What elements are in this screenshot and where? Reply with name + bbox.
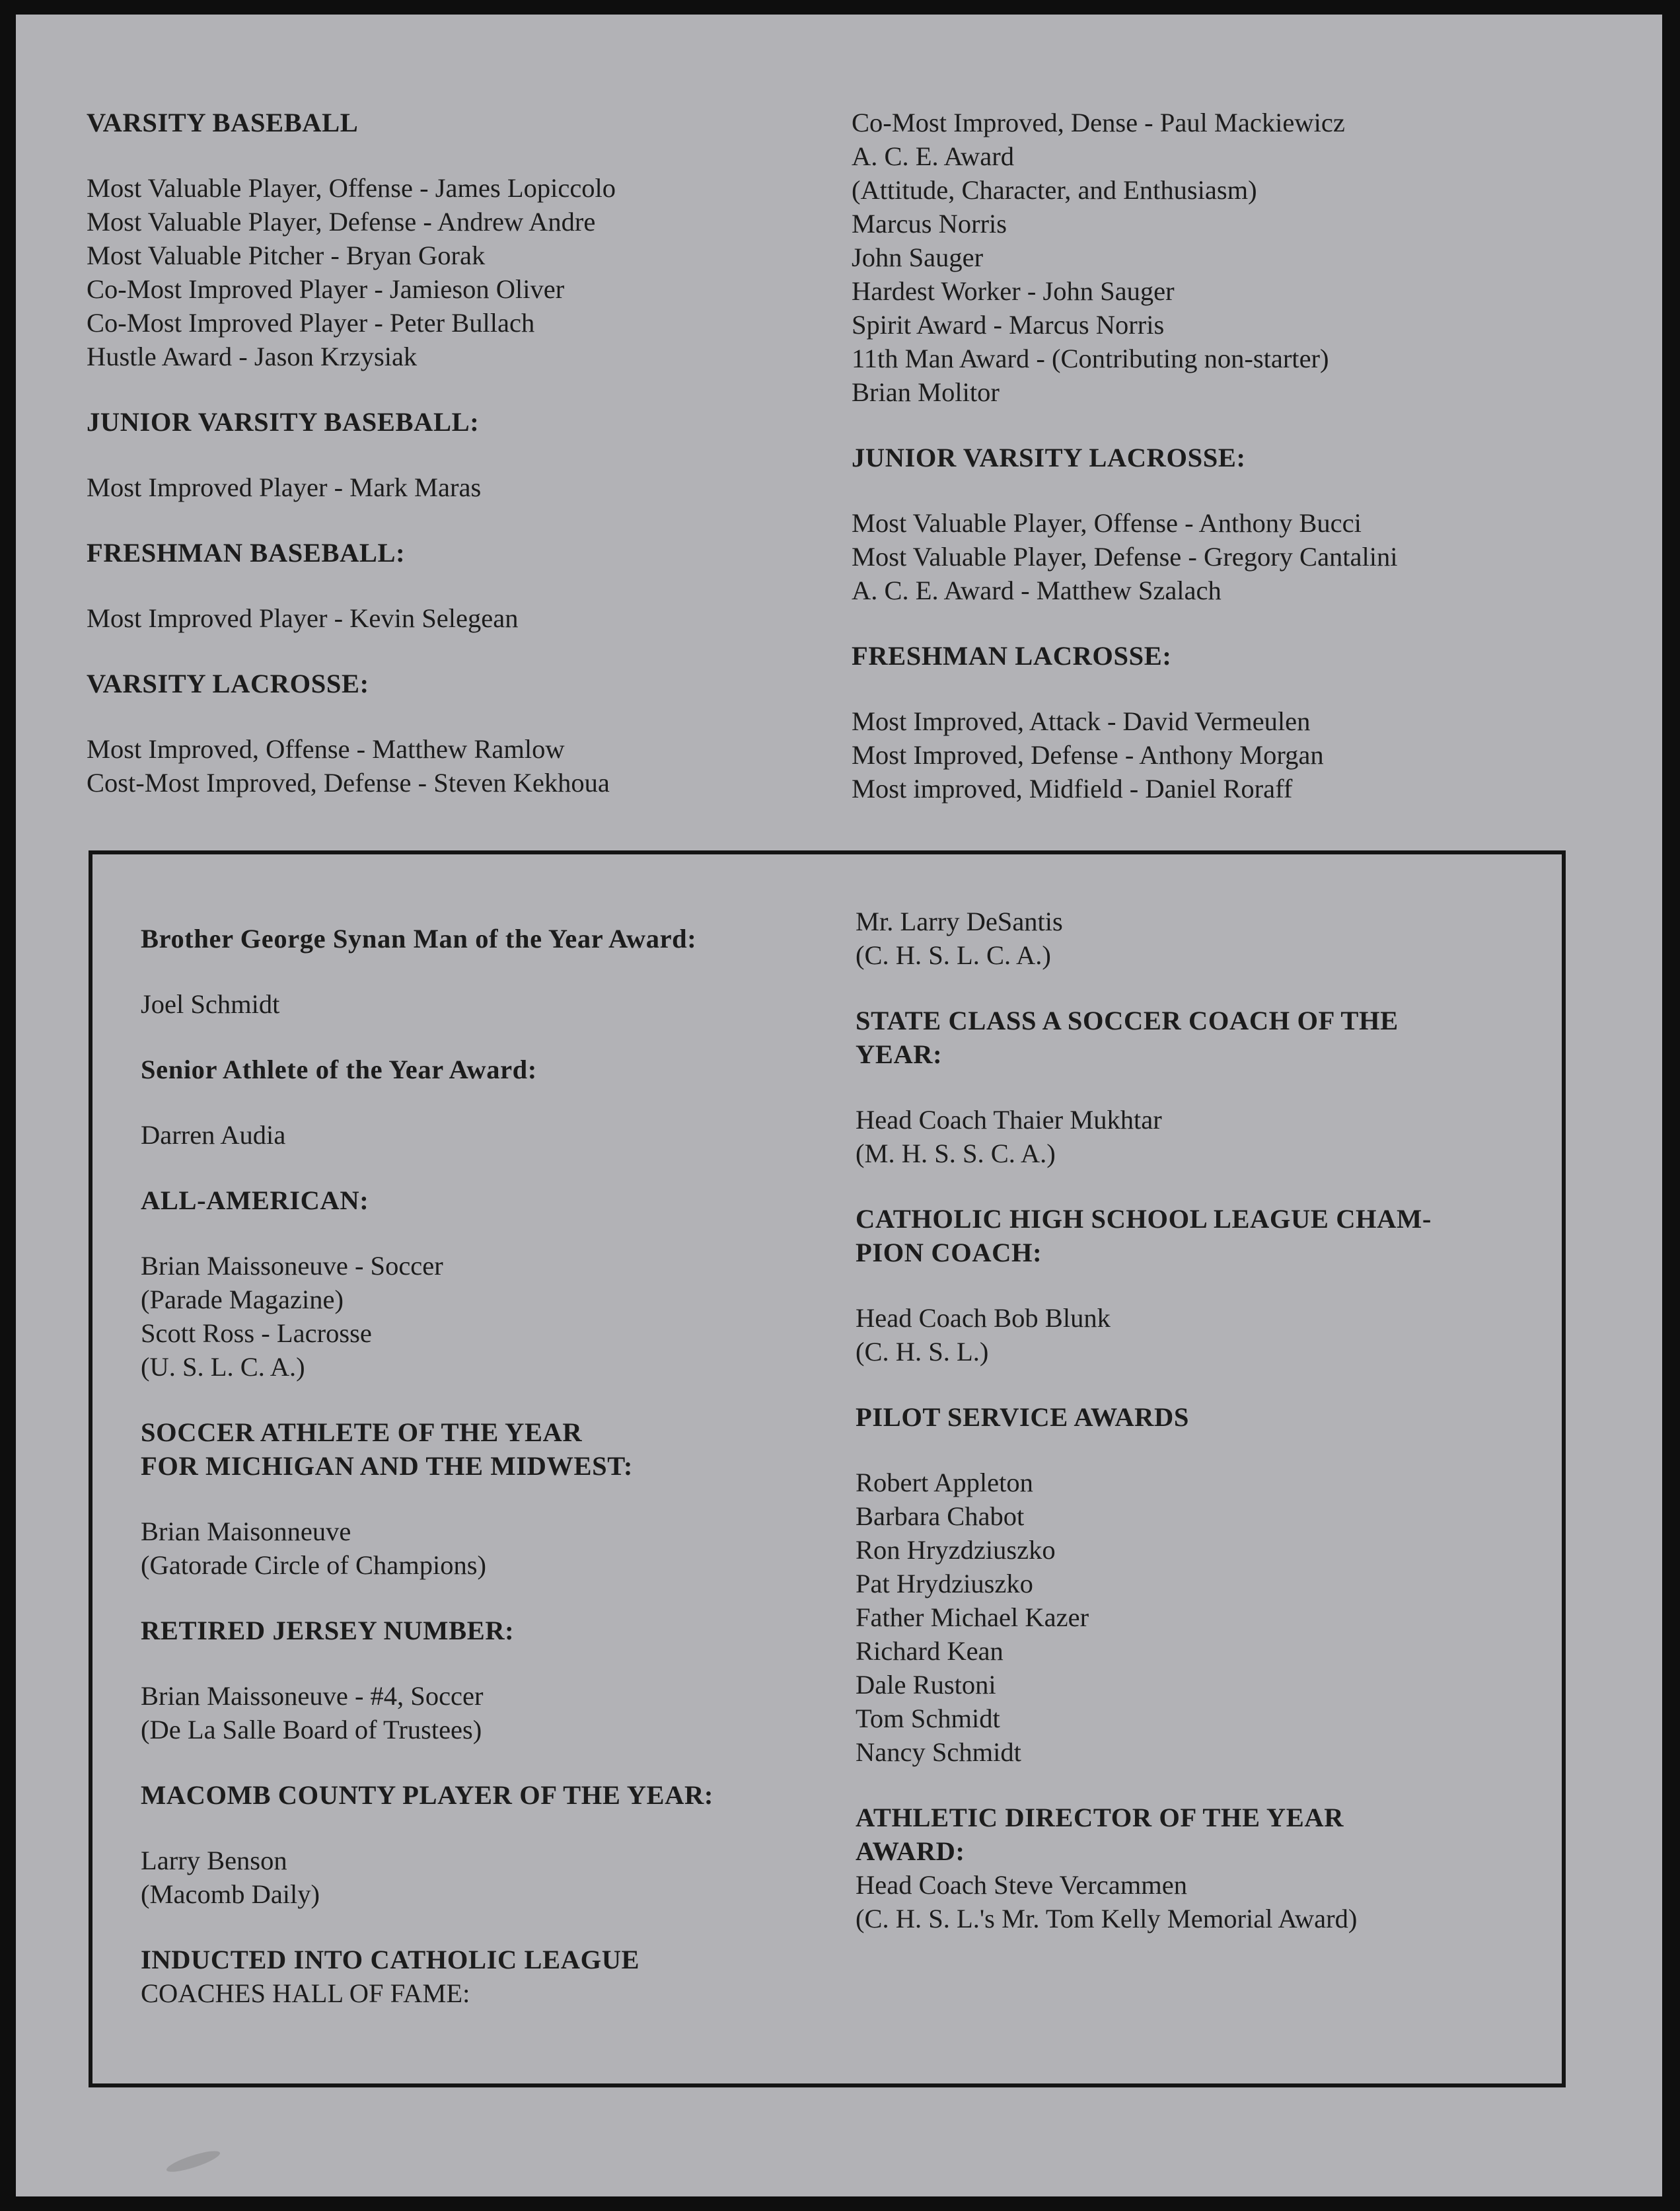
award-line: Pat Hrydziuszko [856,1569,1033,1598]
section-heading: FRESHMAN BASEBALL: [87,538,406,568]
award-line: Father Michael Kazer [856,1602,1089,1632]
award-line: Most Valuable Player, Defense - Andrew Andre [87,207,596,237]
section-heading: Senior Athlete of the Year Award: [141,1055,537,1084]
award-line: Cost-Most Improved, Defense - Steven Kekhoua [87,768,610,798]
award-line: Most Valuable Player, Defense - Gregory Cantalini [852,542,1398,572]
award-line: Brian Molitor [852,377,1000,407]
award-line: Nancy Schmidt [856,1737,1021,1767]
section-heading: ATHLETIC DIRECTOR OF THE YEAR [856,1803,1344,1832]
box-right-column [856,905,1556,1935]
section-heading: STATE CLASS A SOCCER COACH OF THE [856,1006,1399,1035]
section-heading: MACOMB COUNTY PLAYER OF THE YEAR: [141,1780,713,1810]
award-line: (Attitude, Character, and Enthusiasm) [852,175,1257,205]
award-line: (Parade Magazine) [141,1285,344,1314]
award-line: Most Valuable Player, Offense - James Lopiccolo [87,173,616,203]
award-line: (Macomb Daily) [141,1879,320,1909]
award-line: Darren Audia [141,1120,286,1150]
award-line: Tom Schmidt [856,1704,1000,1733]
award-line: (De La Salle Board of Trustees) [141,1715,482,1744]
section-heading: CATHOLIC HIGH SCHOOL LEAGUE CHAM- [856,1204,1432,1234]
award-line: Brian Maisonneuve [141,1517,351,1546]
section-heading: INDUCTED INTO CATHOLIC LEAGUE [141,1945,640,1974]
section-heading: Brother George Synan Man of the Year Award: [141,924,697,954]
award-line: Joel Schmidt [141,989,280,1019]
award-line: Most Valuable Pitcher - Bryan Gorak [87,241,486,270]
award-line: Most improved, Midfield - Daniel Roraff [852,774,1293,804]
award-line: Richard Kean [856,1636,1004,1666]
award-line: Co-Most Improved Player - Jamieson Oliver [87,274,565,304]
section-subheading: COACHES HALL OF FAME: [141,1978,470,2008]
award-line: John Sauger [852,243,984,272]
section-heading: JUNIOR VARSITY LACROSSE: [852,443,1246,472]
award-line: (Gatorade Circle of Champions) [141,1550,486,1580]
award-line: Robert Appleton [856,1468,1033,1497]
award-line: A. C. E. Award [852,141,1015,171]
award-line: (C. H. S. L.'s Mr. Tom Kelly Memorial Award) [856,1904,1358,1933]
award-line: 11th Man Award - (Contributing non-starter) [852,344,1329,373]
section-heading: VARSITY BASEBALL [87,108,359,137]
section-heading: SOCCER ATHLETE OF THE YEAR [141,1417,583,1447]
award-line: Marcus Norris [852,209,1007,239]
section-heading: ALL-AMERICAN: [141,1185,369,1215]
section-heading: YEAR: [856,1039,943,1069]
award-line: Head Coach Bob Blunk [856,1303,1111,1333]
section-heading: JUNIOR VARSITY BASEBALL: [87,407,480,437]
award-line: Hustle Award - Jason Krzysiak [87,342,418,371]
award-line: Scott Ross - Lacrosse [141,1318,372,1348]
section-heading: RETIRED JERSEY NUMBER: [141,1616,515,1645]
award-line: A. C. E. Award - Matthew Szalach [852,576,1222,605]
section-heading: FRESHMAN LACROSSE: [852,641,1172,671]
section-heading: VARSITY LACROSSE: [87,669,369,698]
award-line: Most Improved Player - Mark Maras [87,472,482,502]
award-line: Head Coach Steve Vercammen [856,1870,1187,1900]
special-awards-box [89,850,1566,2087]
award-line: Most Improved, Attack - David Vermeulen [852,706,1311,736]
award-line: Most Improved, Offense - Matthew Ramlow [87,734,565,764]
award-line: Larry Benson [141,1846,287,1875]
award-line: Head Coach Thaier Mukhtar [856,1105,1162,1135]
section-heading: PION COACH: [856,1238,1042,1267]
award-line: Most Improved, Defense - Anthony Morgan [852,740,1324,770]
award-line: (C. H. S. L.) [856,1337,989,1367]
award-line: (U. S. L. C. A.) [141,1352,305,1382]
award-line: Most Valuable Player, Offense - Anthony Bucci [852,508,1362,538]
award-line: Hardest Worker - John Sauger [852,276,1175,306]
award-line: Co-Most Improved, Dense - Paul Mackiewicz [852,108,1345,137]
right-column [852,106,1578,806]
left-column [87,106,813,800]
award-line: Spirit Award - Marcus Norris [852,310,1165,340]
award-line: Barbara Chabot [856,1501,1025,1531]
award-line: Dale Rustoni [856,1670,996,1700]
section-heading: PILOT SERVICE AWARDS [856,1402,1189,1432]
award-line: (C. H. S. L. C. A.) [856,940,1051,970]
award-line: Brian Maissoneuve - Soccer [141,1251,443,1281]
box-left-column [141,922,867,2010]
award-line: Ron Hryzdziuszko [856,1535,1056,1565]
award-line: Mr. Larry DeSantis [856,907,1063,936]
award-line: Co-Most Improved Player - Peter Bullach [87,308,535,338]
award-line: Most Improved Player - Kevin Selegean [87,603,519,633]
section-heading: FOR MICHIGAN AND THE MIDWEST: [141,1451,633,1481]
award-line: (M. H. S. S. C. A.) [856,1139,1056,1168]
award-line: Brian Maissoneuve - #4, Soccer [141,1681,484,1711]
section-heading: AWARD: [856,1836,965,1866]
